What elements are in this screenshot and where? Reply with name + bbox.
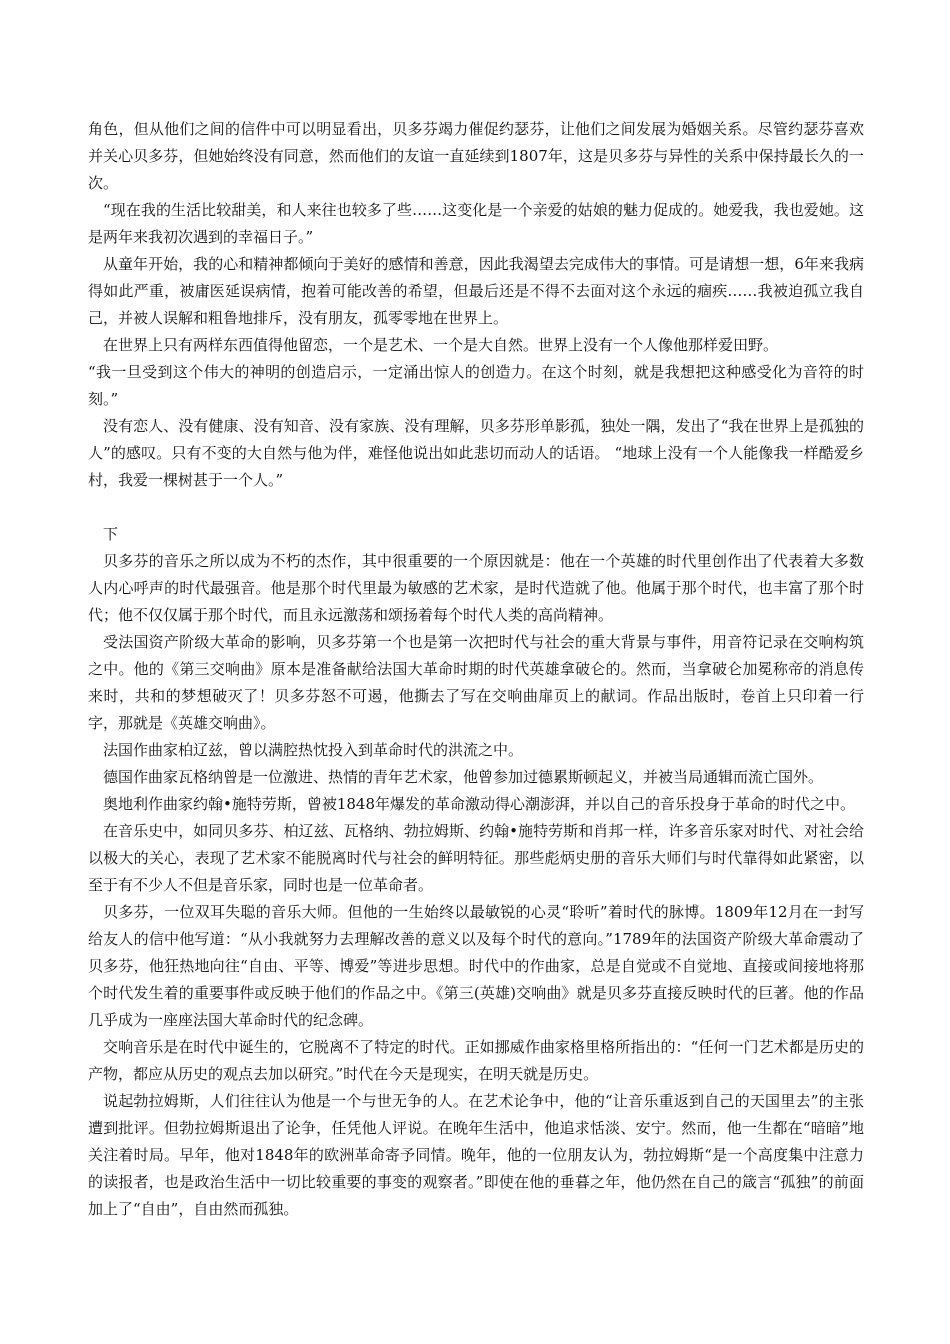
- paragraph: 德国作曲家瓦格纳曾是一位激进、热情的青年艺术家，他曾参加过德累斯顿起义，并被当局通辑而流亡国外。: [103, 768, 824, 786]
- paragraph: 在世界上只有两样东西值得他留恋，一个是艺术、一个是大自然。世界上没有一个人像他那样爱田野。: [103, 336, 779, 354]
- paragraph: 交响音乐是在时代中诞生的，它脱离不了特定的时代。正如挪威作曲家格里格所指出的：“任何一门艺术都是历史的产物，都应从历史的观点去加以研究。”时代在今天是现实，在明天就是历史。: [88, 1038, 864, 1083]
- paragraph: “现在我的生活比较甜美，和人来往也较多了些……这变化是一个亲爱的姑娘的魅力促成的。她爱我，我也爱她。这是两年来我初次遇到的幸福日子。”: [88, 201, 864, 246]
- paragraph: 从童年开始，我的心和精神都倾向于美好的感情和善意，因此我渴望去完成伟大的事情。可是请想一想，6年来我病得如此严重，被庸医延误病情，抱着可能改善的希望，但最后还是不得不去面对这个永远的痼疾……我被迫孤立我自己，并被人误解和粗鲁地排斥，没有朋友，孤零零地在世界上。: [88, 255, 864, 327]
- paragraph: 角色，但从他们之间的信件中可以明显看出，贝多芬竭力催促约瑟芬，让他们之间发展为婚姻关系。尽管约瑟芬喜欢并关心贝多芬，但她始终没有同意，然而他们的友谊一直延续到1807年，这是贝多芬与异性的关系中保持最长久的一次。: [88, 120, 864, 192]
- blank-line: [88, 494, 864, 521]
- paragraph: 贝多芬的音乐之所以成为不朽的杰作，其中很重要的一个原因就是：他在一个英雄的时代里创作出了代表着大多数人内心呼声的时代最强音。他是那个时代里最为敏感的艺术家，是时代造就了他。他属于那个时代，也丰富了那个时代；他不仅仅属于那个时代，而且永远激荡和颂扬着每个时代人类的高尚精神。: [88, 552, 864, 624]
- paragraph: 法国作曲家柏辽兹，曾以满腔热忱投入到革命时代的洪流之中。: [103, 741, 524, 759]
- paragraph: 说起勃拉姆斯，人们往往认为他是一个与世无争的人。在艺术论争中，他的“让音乐重返到自己的天国里去”的主张遭到批评。但勃拉姆斯退出了论争，任凭他人评说。在晚年生活中，他追求恬淡、安宁。然而，他一生都在“暗暗”地关注着时局。早年，他对1848年的欧洲革命寄予同情。晚年，他的一位朋友认为，勃拉姆斯“是一个高度集中注意力的读报者，也是政治生活中一切比较重要的事变的观察者。”即使在他的垂暮之年，他仍然在自己的箴言“孤独”的前面加上了“自由”，自由然而孤独。: [88, 1092, 864, 1218]
- paragraph: 贝多芬，一位双耳失聪的音乐大师。但他的一生始终以最敏锐的心灵“聆听”着时代的脉博。1809年12月在一封写给友人的信中他写道：“从小我就努力去理解改善的意义以及每个时代的意向。”1789年的法国资产阶级大革命震动了贝多芬，他狂热地向往“自由、平等、博爱”等进步思想。时代中的作曲家，总是自觉或不自觉地、直接或间接地将那个时代发生着的重要事件或反映于他们的作品之中。《第三(英雄)交响曲》就是贝多芬直接反映时代的巨著。他的作品几乎成为一座座法国大革命时代的纪念碑。: [88, 903, 864, 1029]
- document-page: [88, 116, 864, 1223]
- paragraph: 奥地利作曲家约翰•施特劳斯，曾被1848年爆发的革命激动得心潮澎湃，并以自己的音乐投身于革命的时代之中。: [103, 795, 856, 813]
- paragraph: 没有恋人、没有健康、没有知音、没有家族、没有理解，贝多芬形单影孤，独处一隅，发出了“我在世界上是孤独的人”的感叹。只有不变的大自然与他为伴，难怪他说出如此悲切而动人的话语。 “地球上没有一个人能像我一样酷爱乡村，我爱一棵树甚于一个人。”: [88, 417, 864, 489]
- paragraph: “我一旦受到这个伟大的神明的创造启示，一定涌出惊人的创造力。在这个时刻，就是我想把这种感受化为音符的时刻。”: [88, 363, 864, 408]
- section-heading: 下: [103, 525, 119, 543]
- paragraph: 在音乐史中，如同贝多芬、柏辽兹、瓦格纳、勃拉姆斯、约翰•施特劳斯和肖邦一样，许多音乐家对时代、对社会给以极大的关心，表现了艺术家不能脱离时代与社会的鲜明特征。那些彪炳史册的音乐大师们与时代靠得如此紧密，以至于有不少人不但是音乐家，同时也是一位革命者。: [88, 822, 864, 894]
- paragraph: 受法国资产阶级大革命的影响，贝多芬第一个也是第一次把时代与社会的重大背景与事件，用音符记录在交响构筑之中。他的《第三交响曲》原本是准备献给法国大革命时期的时代英雄拿破仑的。然而，当拿破仑加冕称帝的消息传来时，共和的梦想破灭了！贝多芬怒不可遏，他撕去了写在交响曲扉页上的献词。作品出版时，卷首上只印着一行字，那就是《英雄交响曲》。: [88, 633, 864, 732]
